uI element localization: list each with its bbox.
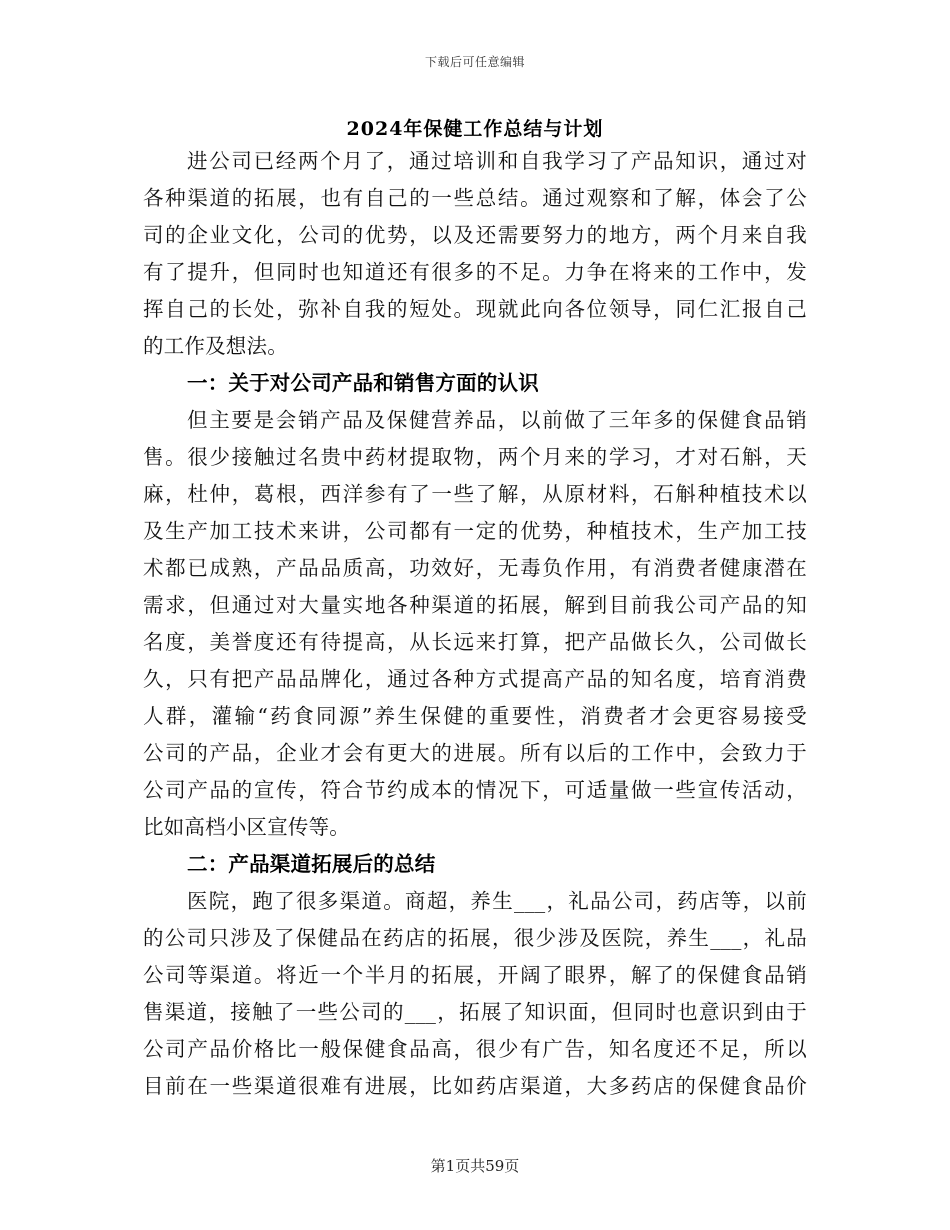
page-number-footer: 第1页共59页: [430, 1157, 520, 1175]
paragraph-product-awareness: [143, 402, 807, 846]
paragraph-channel-summary: [143, 883, 807, 1105]
header-note: 下载后可任意编辑: [424, 55, 525, 69]
text-line: 比如高档小区宣传等。: [143, 815, 350, 839]
text-line: 需求，但通过对大量实地各种渠道的拓展，解到目前我公司产品的知: [143, 593, 807, 617]
text-line: 公司产品价格比一般保健食品高，很少有广告，知名度还不足，所以: [143, 1037, 807, 1061]
text-line: 久，只有把产品品牌化，通过各种方式提高产品的知名度，培育消费: [143, 667, 807, 691]
document-title: 2024年保健工作总结与计划: [346, 118, 604, 140]
text-line: 公司等渠道。将近一个半月的拓展，开阔了眼界，解了的保健食品销: [143, 963, 807, 987]
document-body: [143, 143, 807, 1105]
text-line: 麻，杜仲，葛根，西洋参有了一些了解，从原材料，石斛种植技术以: [143, 482, 807, 506]
text-line: 有了提升，但同时也知道还有很多的不足。力争在将来的工作中，发: [143, 260, 807, 284]
text-line: 但主要是会销产品及保健营养品，以前做了三年多的保健食品销: [187, 408, 807, 432]
text-line: 及生产加工技术来讲，公司都有一定的优势，种植技术，生产加工技: [143, 519, 807, 543]
text-line: 公司的产品，企业才会有更大的进展。所有以后的工作中，会致力于: [143, 741, 807, 765]
section-heading-2: 二：产品渠道拓展后的总结: [187, 852, 436, 876]
paragraph-intro: [143, 143, 807, 365]
text-line: 目前在一些渠道很难有进展，比如药店渠道，大多药店的保健食品价: [143, 1074, 807, 1098]
text-line: 售。很少接触过名贵中药材提取物，两个月来的学习，才对石斛，天: [143, 445, 807, 469]
text-line: 售渠道，接触了一些公司的___，拓展了知识面，但同时也意识到由于: [143, 1000, 807, 1024]
text-line: 术都已成熟，产品品质高，功效好，无毒负作用，有消费者健康潜在: [143, 556, 807, 580]
text-line: 人群，灌输“药食同源”养生保健的重要性，消费者才会更容易接受: [143, 704, 807, 728]
text-line: 司的企业文化，公司的优势，以及还需要努力的地方，两个月来自我: [143, 223, 807, 247]
text-line: 挥自己的长处，弥补自我的短处。现就此向各位领导，同仁汇报自己: [143, 297, 807, 321]
section-heading-1: 一：关于对公司产品和销售方面的认识: [187, 371, 539, 395]
text-line: 公司产品的宣传，符合节约成本的情况下，可适量做一些宣传活动，: [143, 778, 807, 802]
text-line: 的工作及想法。: [143, 334, 288, 358]
text-line: 各种渠道的拓展，也有自己的一些总结。通过观察和了解，体会了公: [143, 186, 807, 210]
text-line: 的公司只涉及了保健品在药店的拓展，很少涉及医院，养生___，礼品: [143, 926, 807, 950]
text-line: 名度，美誉度还有待提高，从长远来打算，把产品做长久，公司做长: [143, 630, 807, 654]
text-line: 进公司已经两个月了，通过培训和自我学习了产品知识，通过对: [187, 149, 807, 173]
text-line: 医院，跑了很多渠道。商超，养生___，礼品公司，药店等，以前: [187, 889, 807, 913]
